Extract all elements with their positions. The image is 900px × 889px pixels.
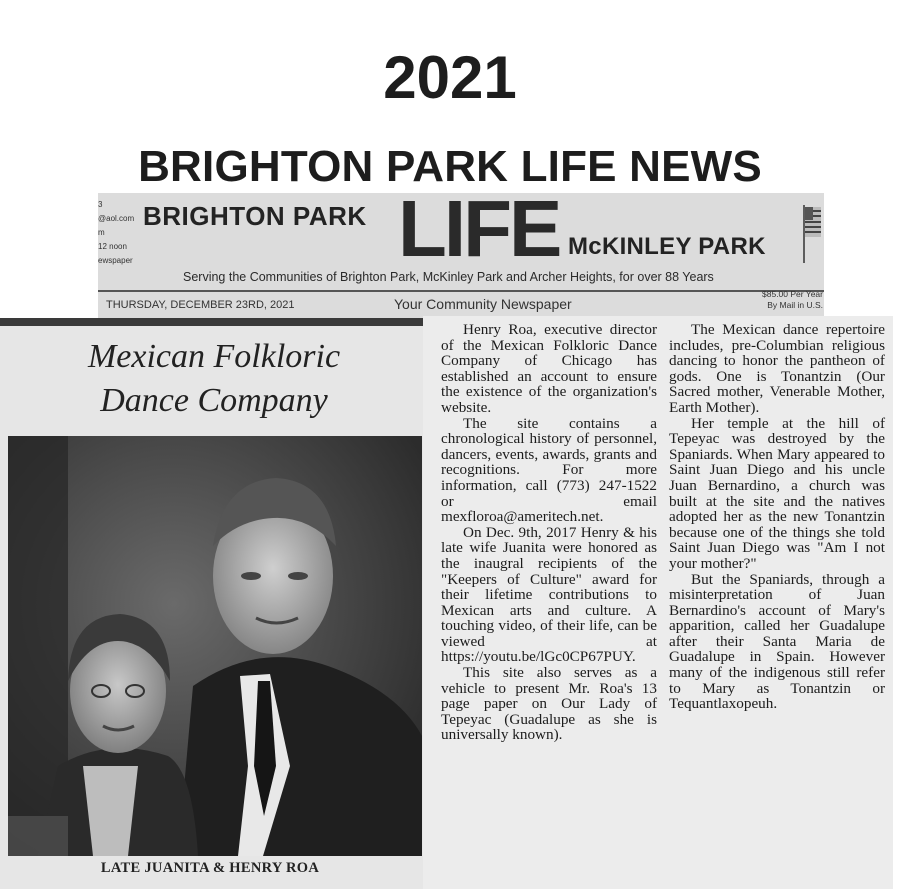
photo-caption: LATE JUANITA & HENRY ROA: [100, 860, 320, 876]
masthead-left-line: 12 noon: [98, 242, 127, 251]
masthead-left-line: 3: [98, 200, 103, 209]
issue-date: THURSDAY, DECEMBER 23RD, 2021: [106, 299, 295, 311]
article-paragraph: On Dec. 9th, 2017 Henry & his late wife Juanita were honored as the inaugral recipients of the "Keepers of Culture" award for their lifetime contributions to Mexican arts and culture. A touching video, of their life, can be viewed at https://youtu.be/lGc0CP67PUY.: [441, 523, 657, 666]
feature-title-line-2: Dance Company: [100, 382, 328, 419]
article-paragraph: The Mexican dance repertoire includes, pre-Columbian religious dancing to honor the pantheon of gods. One is Tonantzin (Our Sacred mother, Venerable Mother, Earth Mother).: [669, 321, 885, 416]
masthead-serving-line: Serving the Communities of Brighton Park, McKinley Park and Archer Heights, for over 88 Years: [183, 270, 714, 284]
masthead-life-logo: LIFE: [398, 184, 560, 273]
year-heading: 2021: [383, 44, 517, 111]
photo-illustration: [8, 436, 422, 856]
masthead-tagline: Your Community Newspaper: [394, 296, 572, 312]
section-rule: [0, 318, 430, 326]
article-paragraph: Henry Roa, executive director of the Mexican Folkloric Dance Company of Chicago has established an account to ensure the existence of the organization's website.: [441, 321, 657, 416]
article-body: [423, 316, 893, 889]
subscription-price: [723, 289, 823, 311]
masthead-mckinley-park: McKINLEY PARK: [568, 233, 766, 260]
article-paragraph: Her temple at the hill of Tepeyac was destroyed by the Spaniards. When Mary appeared to Saint Juan Diego and his uncle Juan Bernardino, a church was built at the site and the natives adopted her as the new Tonantzin because one of the things she told Saint Juan Diego was "Am I not your mother?": [669, 414, 885, 572]
masthead-left-column: [98, 198, 136, 290]
masthead-left-line: @aol.com: [98, 214, 135, 223]
article-paragraph: The site contains a chronological history of personnel, dancers, events, awards, grants and recognitions. For more information, call (773) 247-1522 or email mexfloroa@ameritech.net.: [441, 414, 657, 526]
masthead: [98, 184, 824, 319]
feature-title-line-1: Mexican Folkloric: [87, 338, 341, 375]
couple-photo: [8, 436, 422, 856]
masthead-brighton-park: BRIGHTON PARK: [143, 201, 367, 231]
masthead-divider: [98, 290, 824, 292]
masthead-left-line: m: [98, 228, 105, 237]
price-line-1: $85.00 Per Year: [762, 289, 823, 299]
article-column-1: [441, 322, 657, 743]
american-flag-icon: [803, 205, 821, 263]
price-line-2: By Mail in U.S.: [767, 300, 823, 310]
masthead-left-line: ewspaper: [98, 256, 133, 265]
feature-title: [18, 335, 410, 423]
article-paragraph: But the Spaniards, through a misinterpretation of Juan Bernardino's account of Mary's apparition, called her Guadalupe after their Santa Maria de Guadalupe in Spain. However many of the indigenous still refer to Mary as Tonantzin or Tequantlaxopeuh.: [669, 570, 885, 713]
article-column-2: [669, 322, 885, 712]
newspaper-headline: BRIGHTON PARK LIFE NEWS: [138, 142, 762, 191]
article-paragraph: This site also serves as a vehicle to present Mr. Roa's 13 page paper on Our Lady of Tepeyac (Guadalupe as she is universally known).: [441, 664, 657, 744]
